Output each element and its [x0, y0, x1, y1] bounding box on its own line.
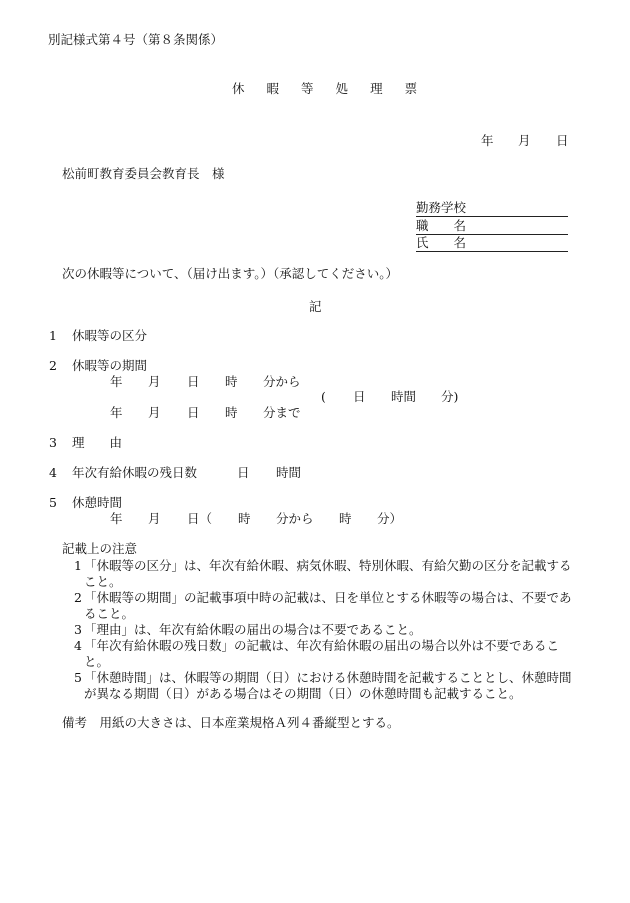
period-to-minute: 分まで	[263, 405, 301, 420]
remaining-hours-unit: 時間	[276, 465, 302, 480]
item-number: 3	[49, 435, 57, 450]
title-char: 休	[232, 81, 245, 96]
note-text: 「年次有給休暇の残日数」の記載は、年次有給休暇の届出の場合以外は不要であること。	[84, 638, 560, 669]
period-from-hour: 時	[225, 374, 238, 389]
date-year-label: 年	[481, 133, 494, 148]
item-remaining-days-label: 年次有給休暇の残日数	[72, 465, 198, 480]
title-char: 暇	[266, 81, 280, 96]
item-number: 1	[49, 328, 57, 343]
remaining-days-unit: 日	[237, 465, 250, 480]
school-label: 勤務学校	[416, 199, 467, 215]
name-field[interactable]	[416, 235, 568, 252]
name-label: 氏 名	[416, 234, 467, 250]
note-number: 3	[74, 622, 82, 637]
item-break-time-label: 休憩時間	[72, 495, 123, 510]
period-from-minute: 分から	[263, 374, 301, 389]
form-reference: 別記様式第４号（第８条関係）	[48, 32, 224, 47]
note-number: 1	[74, 558, 82, 573]
period-to-hour: 時	[225, 405, 238, 420]
position-label: 職 名	[416, 217, 467, 233]
note-text: 「休暇等の区分」は、年次有給休暇、病気休暇、特別休暇、有給欠勤の区分を記載すること。	[84, 558, 572, 589]
notes-heading: 記載上の注意	[62, 541, 138, 556]
item-number: 2	[49, 358, 57, 373]
duration-days: 日	[353, 389, 366, 404]
title-char: 等	[301, 81, 314, 96]
date-day-label: 日	[556, 133, 569, 148]
note-number: 5	[74, 670, 82, 685]
ki-heading: 記	[309, 299, 322, 314]
title-char: 処	[335, 81, 349, 96]
note-text: 「休暇等の期間」の記載事項中時の記載は、日を単位とする休暇等の場合は、不要であること。	[84, 590, 572, 621]
period-to-month: 月	[148, 405, 161, 420]
title-char: 票	[404, 81, 418, 96]
item-number: 5	[49, 495, 57, 510]
date-month-label: 月	[518, 133, 531, 148]
period-from-month: 月	[148, 374, 161, 389]
item-reason-label: 理 由	[72, 435, 123, 450]
period-from-year: 年	[110, 374, 123, 389]
page-title	[232, 83, 439, 96]
addressee: 松前町教育委員会教育長 様	[62, 166, 225, 181]
break-month: 月	[148, 511, 161, 526]
duration-minutes: 分)	[441, 389, 459, 404]
item-number: 4	[49, 465, 57, 480]
title-char: 理	[370, 81, 383, 96]
request-line: 次の休暇等について、（届け出ます。）（承認してください。）	[62, 266, 399, 281]
break-year: 年	[110, 511, 123, 526]
note-number: 4	[74, 638, 82, 653]
note-text: 「休憩時間」は、休暇等の期間（日）における休憩時間を記載することとし、休憩時間が異なる期間（日）がある場合はその期間（日）の休憩時間も記載すること。	[84, 670, 572, 701]
break-to-minute: 分）	[377, 511, 403, 526]
note-text: 「理由」は、年次有給休暇の届出の場合は不要であること。	[84, 622, 422, 637]
break-from-hour: 時	[238, 511, 251, 526]
break-day: 日（	[187, 511, 213, 526]
duration-hours: 時間	[391, 389, 417, 404]
item-leave-period-label: 休暇等の期間	[72, 358, 148, 373]
item-leave-type-label: 休暇等の区分	[72, 328, 148, 343]
break-to-hour: 時	[339, 511, 352, 526]
break-from-minute: 分から	[276, 511, 314, 526]
note-number: 2	[74, 590, 82, 605]
period-to-day: 日	[187, 405, 200, 420]
position-field[interactable]	[416, 218, 568, 235]
remarks: 備考 用紙の大きさは、日本産業規格Ａ列４番縦型とする。	[62, 715, 400, 730]
duration-open-paren: (	[321, 389, 326, 404]
school-field[interactable]	[416, 200, 568, 217]
period-from-day: 日	[187, 374, 200, 389]
period-to-year: 年	[110, 405, 123, 420]
